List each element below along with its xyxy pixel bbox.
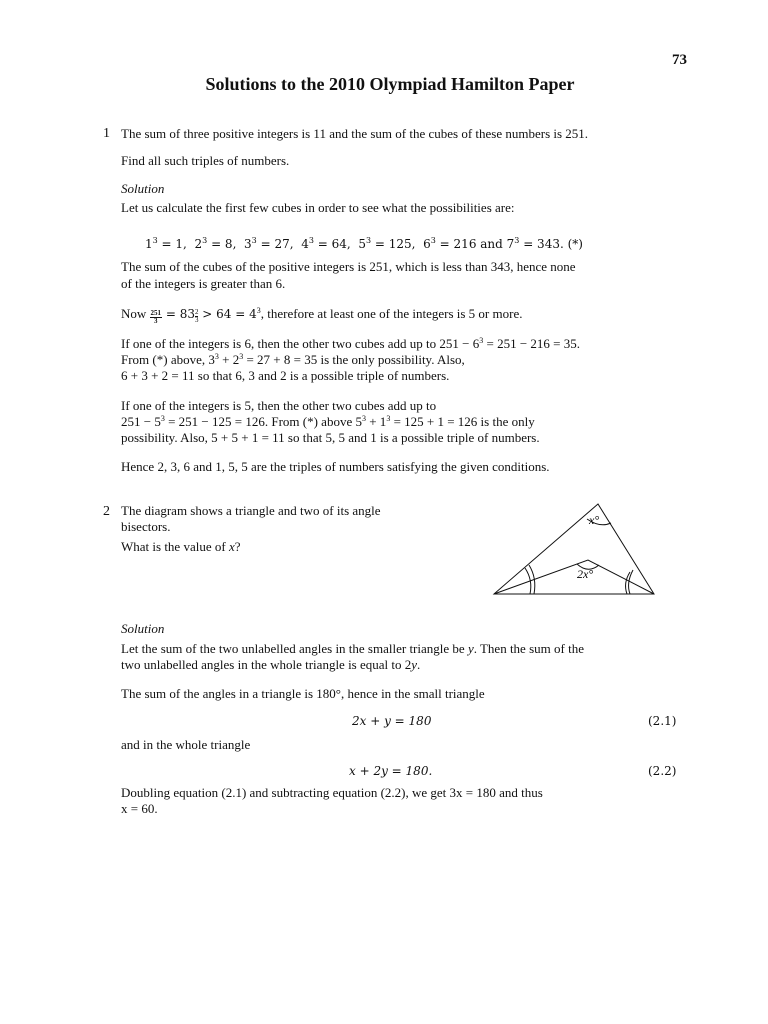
page-title: Solutions to the 2010 Olympiad Hamilton Paper xyxy=(205,74,575,94)
top-angle-label: x° xyxy=(589,513,600,527)
q1-case6-line3: 6 + 3 + 2 = 11 so that 6, 3 and 2 is a possible triple of numbers. xyxy=(121,368,450,383)
q2-solution-line1: Let the sum of the two unlabelled angles in the smaller triangle be y. Then the sum of the xyxy=(121,641,584,656)
q1-case5-line1: If one of the integers is 5, then the other two cubes add up to xyxy=(121,398,437,413)
q2-solution-line5: Doubling equation (2.1) and subtracting equation (2.2), we get 3x = 180 and thus xyxy=(121,785,543,800)
q2-question: What is the value of x? xyxy=(121,539,241,554)
q2-statement-line2: bisectors. xyxy=(121,519,171,534)
q1-task: Find all such triples of numbers. xyxy=(121,153,290,168)
q2-solution-label: Solution xyxy=(121,621,165,636)
q2-final-answer: x = 60. xyxy=(121,801,158,816)
q1-reasoning-line2: of the integers is greater than 6. xyxy=(121,276,286,291)
triangle-diagram xyxy=(488,498,660,602)
q1-statement: The sum of three positive integers is 11 and the sum of the cubes of these numbers is 251. xyxy=(121,126,589,141)
page-number: 73 xyxy=(672,52,687,68)
equation-2-2: x + 2y = 180. xyxy=(349,764,433,778)
q1-case5-line3: possibility. Also, 5 + 5 + 1 = 11 so that 5, 5 and 1 is a possible triple of numbers. xyxy=(121,430,540,445)
q1-now-line: Now $\frac{251}{3}$ = 83 $\frac{2}{3}$ > $64 = 4^3$, therefore at least one of the integers is 5 or more. xyxy=(121,306,523,325)
outer-triangle xyxy=(494,504,654,594)
q2-solution-line4: and in the whole triangle xyxy=(121,737,251,752)
question-1-number: 1 xyxy=(103,126,110,141)
q2-statement-line1: The diagram shows a triangle and two of its angle xyxy=(121,503,381,518)
inner-angle-label: 2x° xyxy=(577,567,594,581)
equation-tag: (*) xyxy=(567,237,583,251)
cubes-list: $1^3 = 1$, $2^3 = 8$, $3^3 = 27$, $4^3 = 64$, $5^3 = 125$, $6^3 = 216$ and $7^3 = 343$. (*) xyxy=(145,236,583,251)
equation-2-1: 2x + y = 180 xyxy=(352,714,432,728)
q2-solution-line2: two unlabelled angles in the whole triangle is equal to 2y. xyxy=(121,657,421,672)
q1-reasoning-line1: The sum of the cubes of the positive integers is 251, which is less than 343, hence none xyxy=(121,259,576,274)
q1-solution-label: Solution xyxy=(121,181,165,196)
q1-intro: Let us calculate the first few cubes in order to see what the possibilities are: xyxy=(121,200,515,215)
q1-case6-line1: If one of the integers is 6, then the other two cubes add up to $251 - 6^3 = 251 - 216 = 35$. xyxy=(121,336,580,351)
equation-2-2-tag: (2.2) xyxy=(648,764,677,778)
equation-2-1-tag: (2.1) xyxy=(648,714,677,728)
q1-case6-line2: From (*) above, $3^3 + 2^3 = 27 + 8 = 35$ is the only possibility. Also, xyxy=(121,352,465,367)
fraction-251-3: $\frac{251}{3}$ xyxy=(150,309,162,325)
q2-solution-line3: The sum of the angles in a triangle is 180°, hence in the small triangle xyxy=(121,686,485,701)
q1-conclusion: Hence 2, 3, 6 and 1, 5, 5 are the triples of numbers satisfying the given conditions. xyxy=(121,459,550,474)
q1-case5-line2: $251 - 5^3 = 251 - 125 = 126$. From (*) above $5^3 + 1^3 = 125 + 1 = 126$ is the only xyxy=(121,414,535,429)
question-2-number: 2 xyxy=(103,504,110,519)
